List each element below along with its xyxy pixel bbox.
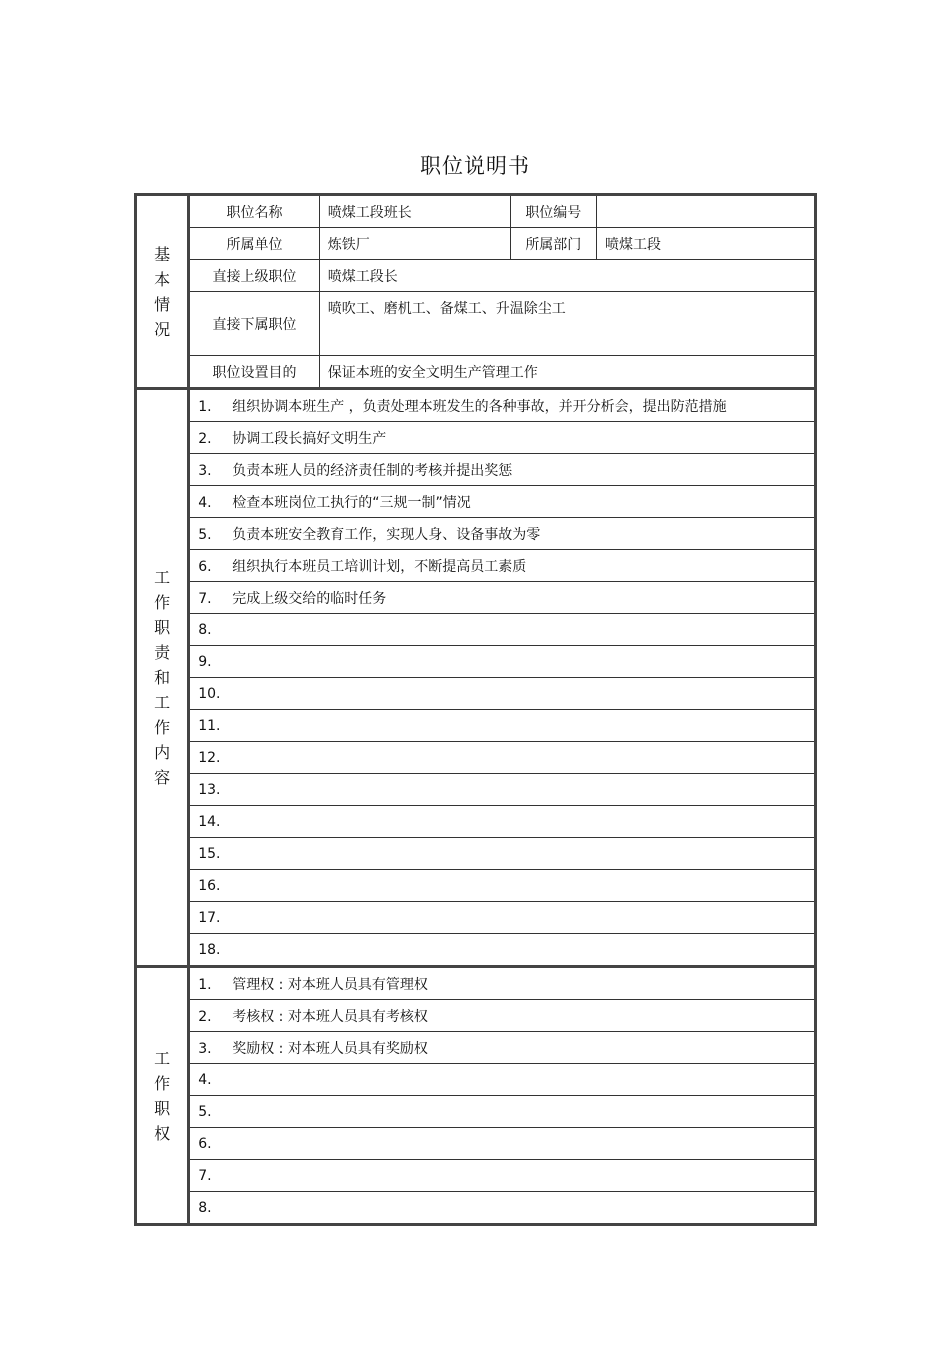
section-basic-info [136,195,189,389]
duties-item-number: 11. [198,717,221,734]
authority-item-number: 4. [198,1071,212,1088]
duties-item [189,678,816,710]
duties-item-text: 组织协调本班生产 ，负责处理本班发生的各种事故，并开分析会，提出防范措施 [232,398,727,415]
duties-item [189,774,816,806]
duties-item [189,742,816,774]
duties-row [136,646,816,678]
authority-row [136,967,816,1000]
section-authority [136,967,189,1225]
authority-item [189,1032,816,1064]
duties-item [189,389,816,422]
authority-row [136,1096,816,1128]
duties-row [136,870,816,902]
duties-item-number: 16. [198,877,221,894]
duties-row [136,486,816,518]
authority-row [136,1128,816,1160]
duties-item [189,646,816,678]
duties-item [189,518,816,550]
duties-row [136,550,816,582]
authority-item-number: 5. [198,1103,212,1120]
duties-item-number: 6. [198,558,212,575]
duties-item [189,454,816,486]
job-description-table [134,193,817,1226]
duties-item-number: 5. [198,526,212,543]
duties-item [189,902,816,934]
duties-row [136,389,816,422]
duties-row [136,710,816,742]
position-code-label: 职位编号 [510,195,596,228]
subordinate-value: 喷吹工、磨机工、备煤工、升温除尘工 [319,292,815,356]
authority-item-number: 3. [198,1040,212,1057]
duties-row [136,902,816,934]
duties-row [136,934,816,967]
purpose-label: 职位设置目的 [189,356,320,389]
duties-item-text: 负责本班人员的经济责任制的考核并提出奖惩 [232,462,513,479]
duties-row [136,582,816,614]
duties-row [136,742,816,774]
row-superior [136,260,816,292]
duties-row [136,838,816,870]
row-purpose [136,356,816,389]
duties-row [136,614,816,646]
duties-row [136,678,816,710]
authority-item-number: 8. [198,1199,212,1216]
row-unit [136,228,816,260]
authority-item-text: 奖励权 : 对本班人员具有奖励权 [232,1040,428,1057]
duties-row [136,422,816,454]
authority-item-number: 2. [198,1008,212,1025]
authority-item [189,1096,816,1128]
unit-label: 所属单位 [189,228,320,260]
duties-item-number: 17. [198,909,221,926]
duties-item [189,422,816,454]
duties-item-text: 组织执行本班员工培训计划，不断提高员工素质 [232,558,527,575]
duties-item [189,806,816,838]
duties-row [136,454,816,486]
duties-item [189,486,816,518]
superior-label: 直接上级职位 [189,260,320,292]
section-basic-info-label: 基本情况 [154,244,171,339]
duties-item [189,870,816,902]
duties-item-number: 2. [198,430,212,447]
section-authority-label: 工作职权 [154,1048,171,1143]
duties-item [189,710,816,742]
duties-row [136,774,816,806]
duties-row [136,518,816,550]
duties-item-number: 18. [198,941,221,958]
section-duties-label: 工作职责和工作内容 [154,568,171,787]
duties-item-number: 13. [198,781,221,798]
position-code-value [597,195,816,228]
duties-item-number: 10. [198,685,221,702]
dept-value: 喷煤工段 [597,228,816,260]
subordinate-label: 直接下属职位 [189,292,320,356]
duties-item-number: 9. [198,653,212,670]
duties-item [189,934,816,967]
authority-row [136,1160,816,1192]
row-subordinate [136,292,816,356]
row-position-name [136,195,816,228]
duties-item-number: 8. [198,621,212,638]
duties-item-number: 15. [198,845,221,862]
duties-item-text: 完成上级交给的临时任务 [232,590,387,607]
authority-row [136,1000,816,1032]
duties-item-number: 12. [198,749,221,766]
authority-item-number: 7. [198,1167,212,1184]
dept-label: 所属部门 [510,228,596,260]
duties-item [189,614,816,646]
duties-item-number: 7. [198,590,212,607]
authority-row [136,1192,816,1225]
duties-item [189,550,816,582]
authority-item [189,1064,816,1096]
section-duties [136,389,189,967]
authority-row [136,1064,816,1096]
authority-item [189,1000,816,1032]
authority-row [136,1032,816,1064]
superior-value: 喷煤工段长 [319,260,815,292]
duties-row [136,806,816,838]
authority-item [189,967,816,1000]
duties-item [189,582,816,614]
unit-value: 炼铁厂 [319,228,510,260]
duties-item [189,838,816,870]
duties-item-number: 3. [198,462,212,479]
duties-item-text: 检查本班岗位工执行的“三规一制”情况 [232,494,471,511]
position-name-value: 喷煤工段班长 [319,195,510,228]
duties-item-number: 14. [198,813,221,830]
purpose-value: 保证本班的安全文明生产管理工作 [319,356,815,389]
position-name-label: 职位名称 [189,195,320,228]
page-title: 职位说明书 [420,154,530,178]
authority-item [189,1160,816,1192]
duties-item-text: 协调工段长搞好文明生产 [232,430,387,447]
authority-item [189,1192,816,1225]
authority-item-number: 1. [198,976,212,993]
duties-item-number: 1. [198,398,212,415]
duties-item-number: 4. [198,494,212,511]
authority-item [189,1128,816,1160]
duties-item-text: 负责本班安全教育工作，实现人身、设备事故为零 [232,526,541,543]
authority-item-text: 管理权 : 对本班人员具有管理权 [232,976,428,993]
authority-item-number: 6. [198,1135,212,1152]
authority-item-text: 考核权 : 对本班人员具有考核权 [232,1008,428,1025]
